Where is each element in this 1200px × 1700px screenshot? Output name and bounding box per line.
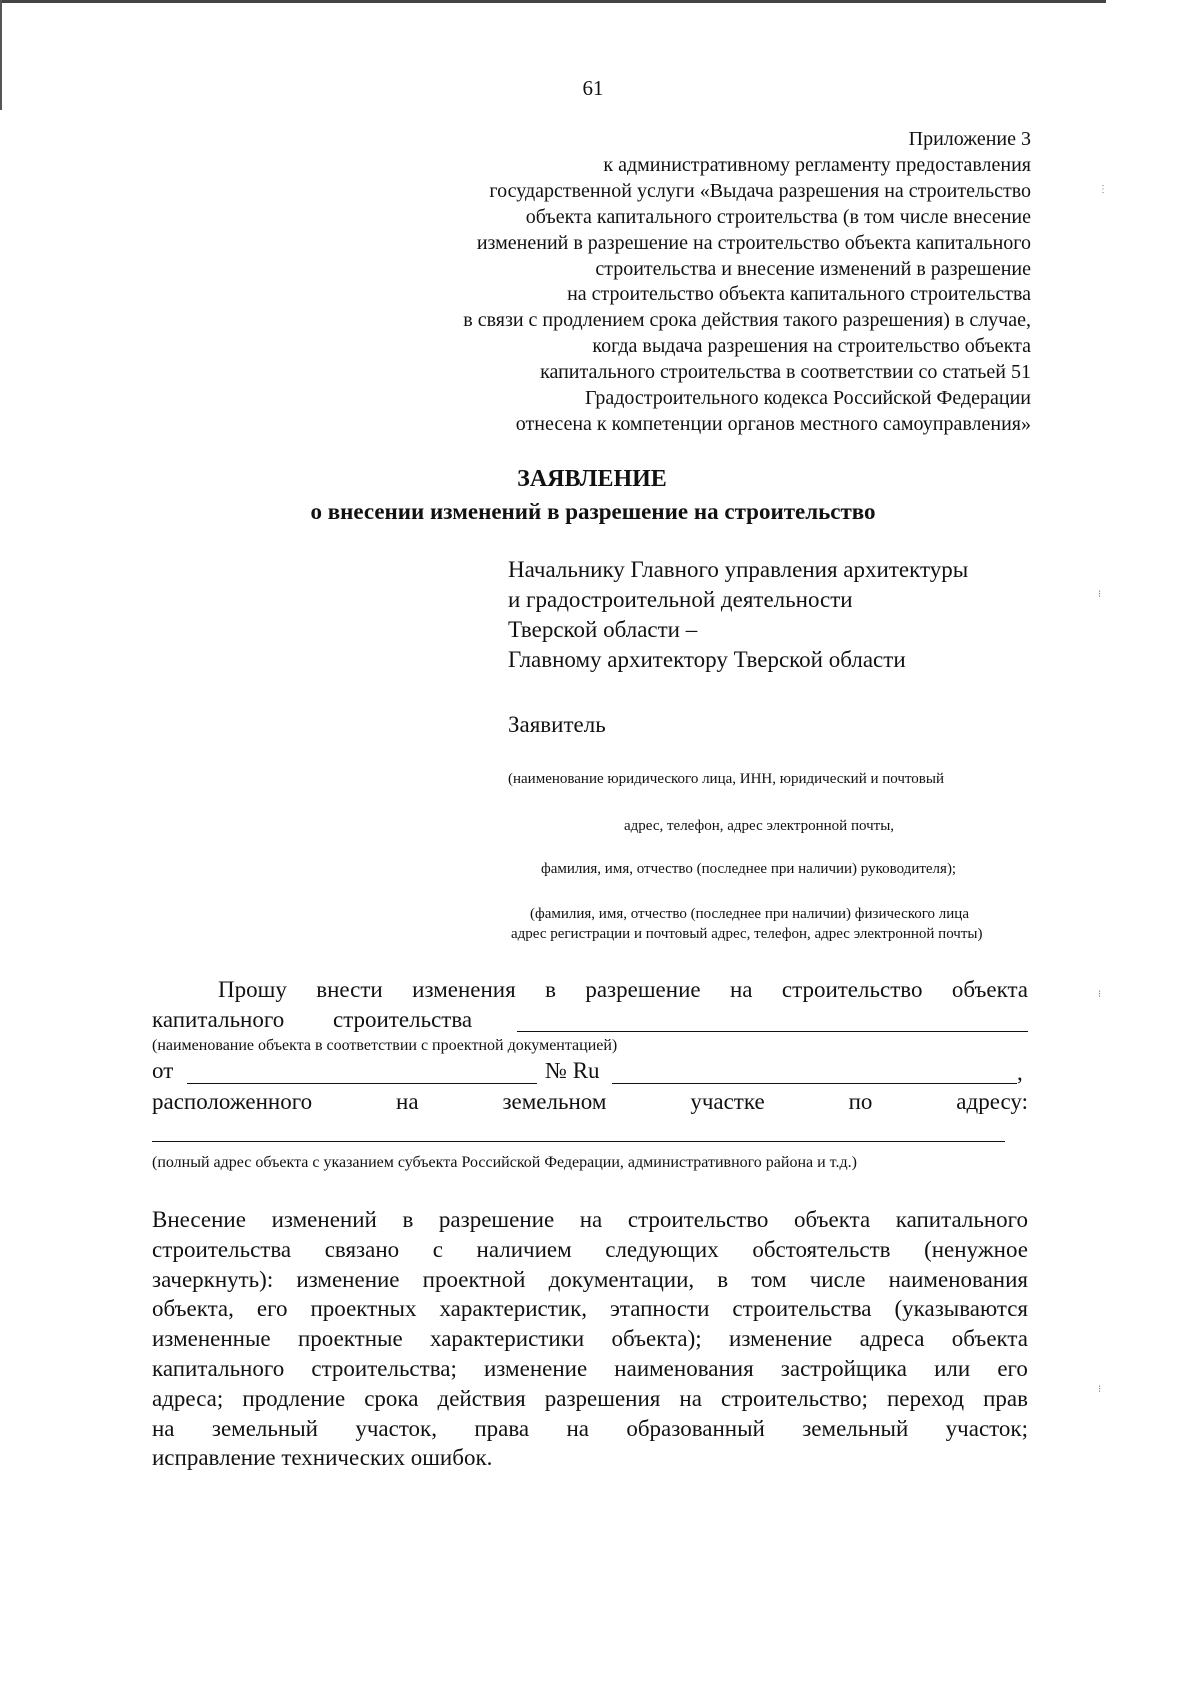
addressee-line: Тверской области – [508,617,698,642]
paragraph-line [152,1205,1028,1235]
request-word: разрешение [585,977,701,1002]
paragraph-word: продление [242,1385,346,1411]
from-label: от [152,1058,174,1083]
paragraph-word: наименования [888,1266,1028,1292]
request-word: в [545,977,556,1002]
paragraph-word: участок, [355,1415,437,1441]
paragraph-word: строительство; [720,1385,868,1411]
page-number: 61 [582,76,604,100]
address-field[interactable] [152,1141,1005,1142]
request-word: объекта [951,977,1028,1002]
addressee-line: и градостроительной деятельности [508,587,853,612]
date-field[interactable] [187,1083,537,1084]
paragraph-word: документации, [548,1266,695,1292]
appendix-line: объекта капитального строительства (в том числе внесение [525,205,1031,228]
document-subtitle: о внесении изменений в разрешение на строительство [310,499,876,524]
applicant-hint: (наименование юридического лица, ИНН, юридический и почтовый [508,771,944,787]
scan-artifact: ⋮ [1098,184,1108,195]
paragraph-word: строительства [732,1296,872,1322]
scan-artifact: ⁝ [1098,1384,1102,1395]
paragraph-word: характеристики [430,1326,585,1352]
paragraph-word: проектные [297,1326,403,1352]
paragraph-word: или [934,1355,971,1381]
paragraph-line [152,1265,1028,1295]
paragraph-word: изменение [483,1355,588,1381]
appendix-line: отнесена к компетенции органов местного самоуправления» [515,412,1031,435]
paragraph-word: переход [886,1385,965,1411]
paragraph-word: изменение [296,1266,400,1292]
paragraph-word: проектной [422,1266,526,1292]
location-line [152,1089,1028,1115]
addressee-line: Начальнику Главного управления архитектуры [508,557,969,582]
paragraph-text: исправление технических ошибок. [152,1445,493,1471]
paragraph-word: объекта [951,1326,1028,1352]
request-word: на [729,977,753,1002]
request-line-1 [218,977,1028,1003]
paragraph-word: срока [364,1385,419,1411]
scan-left-border [0,0,2,110]
paragraph-word: связано [324,1236,400,1262]
paragraph-word: Внесение [152,1207,246,1232]
applicant-label: Заявитель [508,712,606,737]
scan-artifact: ⁝ [1098,989,1102,1000]
paragraph-word: его [997,1355,1028,1381]
appendix-line: когда выдача разрешения на строительство объекта [592,335,1031,358]
paragraph-line [152,1414,1028,1444]
construction-word: строительства [333,1007,473,1032]
paragraph-word: на [679,1385,702,1411]
paragraph-word: капитального [152,1355,285,1381]
appendix-line: строительства и внесение изменений в разрешение [595,257,1031,280]
request-word: изменения [412,977,516,1002]
scan-artifact: ⁝ [1098,589,1102,600]
paragraph-line [152,1354,1028,1384]
paragraph-word: том [751,1266,787,1292]
paragraph-word: разрешения [544,1385,661,1411]
applicant-hint: адрес регистрации и почтовый адрес, телефон, адрес электронной почты) [511,926,983,942]
capital-word: капитального [152,1007,285,1032]
paragraph-word: разрешение [438,1207,555,1232]
paragraph-word: земельный [802,1415,909,1441]
paragraph-line [152,1324,1028,1354]
paragraph-word: изменение [729,1326,833,1352]
paragraph-word: объекта); [611,1326,702,1352]
paragraph-word: зачеркнуть): [152,1266,274,1292]
location-word: по [848,1089,873,1114]
paragraph-word: его [256,1296,288,1322]
paragraph-word: образованный [626,1415,765,1441]
location-word: расположенного [152,1089,313,1114]
paragraph-word: характеристик, [439,1296,588,1322]
appendix-line: Градостроительного кодекса Российской Федерации [585,387,1031,410]
paragraph-line [152,1384,1028,1414]
paragraph-word: (указываются [894,1296,1028,1322]
paragraph-word: прав [983,1385,1028,1411]
applicant-hint: (фамилия, имя, отчество (последнее при наличии) физического лица [530,906,969,922]
paragraph-word: изменений [271,1207,377,1232]
request-word: внести [316,977,383,1002]
paragraph-word: адреса [859,1326,925,1352]
paragraph-word: обстоятельств [752,1236,891,1262]
paragraph-word: на [579,1207,603,1232]
paragraph-word: этапности [610,1296,710,1322]
paragraph-line [152,1443,1028,1473]
scan-top-border [0,0,1106,3]
paragraph-word: измененные [152,1326,271,1352]
location-word: участке [690,1089,765,1114]
paragraph-word: застройщика [780,1355,907,1381]
paragraph-word: участок; [945,1415,1028,1441]
paragraph-word: с [432,1236,443,1262]
location-word: на [396,1089,419,1114]
paragraph-line [152,1235,1028,1265]
paragraph-word: на [152,1415,175,1441]
appendix-line: на строительство объекта капитального строительства [567,283,1031,306]
paragraph-word: строительства [152,1236,292,1262]
paragraph-line [152,1294,1028,1324]
paragraph-word: капитального [895,1207,1028,1232]
paragraph-word: в [402,1207,414,1232]
circumstances-paragraph [152,1205,1028,1473]
document-title: ЗАЯВЛЕНИЕ [517,466,667,492]
paragraph-word: действия [437,1385,526,1411]
paragraph-word: объекта, [152,1296,234,1322]
location-word: адресу: [956,1089,1028,1114]
paragraph-word: объекта [794,1207,871,1232]
address-hint: (полный адрес объекта с указанием субъекта Российской Федерации, административного района и т.д.) [152,1154,857,1171]
appendix-line: государственной услуги «Выдача разрешения на строительство [489,179,1031,202]
applicant-hint: фамилия, имя, отчество (последнее при наличии) руководителя); [541,861,957,877]
paragraph-word: наличием [476,1236,572,1262]
applicant-hint: адрес, телефон, адрес электронной почты, [624,818,895,834]
comma: , [1017,1060,1023,1085]
appendix-line: Приложение 3 [908,128,1031,150]
paragraph-word: земельный [211,1415,318,1441]
addressee-block [508,555,968,675]
addressee-line: Главному архитектору Тверской области [508,647,906,672]
paragraph-word: числе [809,1266,866,1292]
number-label: № Ru [545,1058,600,1083]
paragraph-word: (ненужное [924,1236,1028,1262]
paragraph-word: права [474,1415,530,1441]
paragraph-word: строительство [627,1207,769,1232]
request-word: Прошу [218,977,287,1002]
permit-number-field[interactable] [612,1083,1017,1084]
paragraph-word: адреса; [152,1385,224,1411]
object-name-field[interactable] [517,1031,1028,1032]
paragraph-word: в [717,1266,729,1292]
paragraph-word: на [566,1415,590,1441]
object-name-hint: (наименование объекта в соответствии с проектной документацией) [152,1037,618,1054]
appendix-line: в связи с продлением срока действия такого разрешения) в случае, [463,309,1031,332]
appendix-line: капитального строительства в соответствии со статьей 51 [540,361,1031,384]
paragraph-word: следующих [605,1236,719,1262]
request-word: строительство [781,977,923,1002]
appendix-line: к административному регламенту предоставления [603,153,1031,176]
paragraph-word: проектных [310,1296,417,1322]
appendix-line: изменений в разрешение на строительство объекта капитального [476,231,1031,254]
paragraph-word: строительства; [311,1355,457,1381]
paragraph-word: наименования [614,1355,754,1381]
appendix-header [300,127,1031,438]
location-word: земельном [502,1089,607,1114]
